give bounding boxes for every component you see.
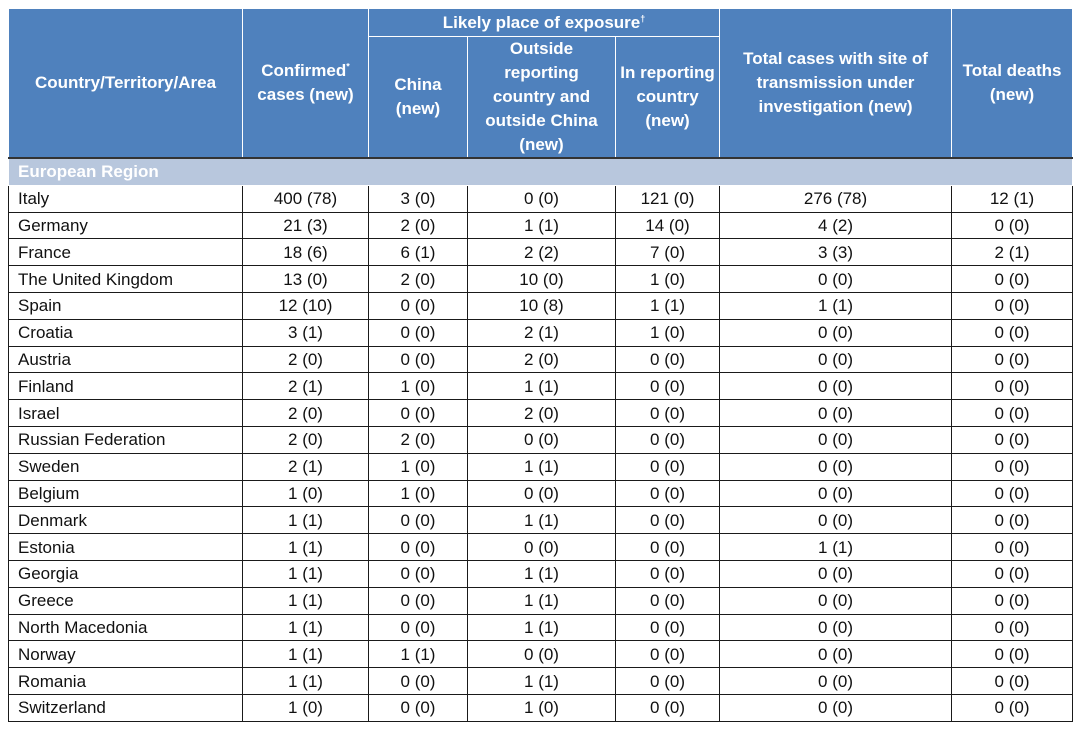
deaths-cell: 0 (0) — [952, 614, 1073, 641]
china-cell: 2 (0) — [369, 212, 468, 239]
header-confirmed — [243, 9, 369, 159]
header-confirmed-sub: cases (new) — [257, 85, 354, 104]
confirmed-cell: 1 (1) — [243, 507, 369, 534]
confirmed-cell: 2 (0) — [243, 346, 369, 373]
confirmed-cell: 1 (1) — [243, 668, 369, 695]
in-country-cell: 7 (0) — [616, 239, 720, 266]
confirmed-cell: 1 (1) — [243, 560, 369, 587]
china-cell: 1 (0) — [369, 480, 468, 507]
china-cell: 0 (0) — [369, 346, 468, 373]
confirmed-cell: 2 (1) — [243, 453, 369, 480]
table-row — [9, 534, 1073, 561]
confirmed-cell: 3 (1) — [243, 319, 369, 346]
outside-cell: 0 (0) — [468, 641, 616, 668]
china-cell: 2 (0) — [369, 426, 468, 453]
investigation-cell: 0 (0) — [720, 694, 952, 721]
confirmed-cell: 1 (0) — [243, 480, 369, 507]
table-header — [9, 9, 1073, 159]
header-in-country: In reporting country (new) — [616, 37, 720, 159]
table-row — [9, 266, 1073, 293]
table-row — [9, 400, 1073, 427]
in-country-cell: 0 (0) — [616, 480, 720, 507]
confirmed-cell: 13 (0) — [243, 266, 369, 293]
country-cell: Israel — [9, 400, 243, 427]
deaths-cell: 0 (0) — [952, 373, 1073, 400]
outside-cell: 1 (1) — [468, 587, 616, 614]
investigation-cell: 0 (0) — [720, 614, 952, 641]
outside-cell: 1 (1) — [468, 668, 616, 695]
region-label: European Region — [9, 158, 1073, 185]
china-cell: 0 (0) — [369, 587, 468, 614]
outside-cell: 10 (8) — [468, 292, 616, 319]
country-cell: Sweden — [9, 453, 243, 480]
china-cell: 1 (0) — [369, 373, 468, 400]
outside-cell: 1 (1) — [468, 560, 616, 587]
investigation-cell: 3 (3) — [720, 239, 952, 266]
china-cell: 0 (0) — [369, 400, 468, 427]
confirmed-cell: 1 (1) — [243, 534, 369, 561]
header-under-investigation: Total cases with site of transmission under investigation (new) — [720, 9, 952, 159]
outside-cell: 1 (1) — [468, 373, 616, 400]
table-row — [9, 426, 1073, 453]
confirmed-cell: 1 (0) — [243, 694, 369, 721]
confirmed-cell: 12 (10) — [243, 292, 369, 319]
region-row — [9, 158, 1073, 185]
country-cell: Croatia — [9, 319, 243, 346]
country-cell: France — [9, 239, 243, 266]
investigation-cell: 1 (1) — [720, 534, 952, 561]
confirmed-cell: 2 (1) — [243, 373, 369, 400]
china-cell: 0 (0) — [369, 560, 468, 587]
deaths-cell: 0 (0) — [952, 400, 1073, 427]
confirmed-cell: 1 (1) — [243, 641, 369, 668]
deaths-cell: 0 (0) — [952, 560, 1073, 587]
outside-cell: 1 (1) — [468, 453, 616, 480]
in-country-cell: 0 (0) — [616, 614, 720, 641]
deaths-cell: 0 (0) — [952, 668, 1073, 695]
outside-cell: 1 (1) — [468, 212, 616, 239]
country-cell: Germany — [9, 212, 243, 239]
in-country-cell: 1 (1) — [616, 292, 720, 319]
investigation-cell: 0 (0) — [720, 400, 952, 427]
outside-cell: 10 (0) — [468, 266, 616, 293]
table-row — [9, 614, 1073, 641]
confirmed-cell: 1 (1) — [243, 614, 369, 641]
in-country-cell: 0 (0) — [616, 507, 720, 534]
deaths-cell: 0 (0) — [952, 266, 1073, 293]
deaths-cell: 0 (0) — [952, 319, 1073, 346]
in-country-cell: 0 (0) — [616, 694, 720, 721]
header-confirmed-footnote: * — [346, 61, 350, 72]
deaths-cell: 0 (0) — [952, 292, 1073, 319]
in-country-cell: 1 (0) — [616, 319, 720, 346]
table-row — [9, 641, 1073, 668]
table-container — [8, 8, 1073, 722]
table-row — [9, 346, 1073, 373]
investigation-cell: 0 (0) — [720, 426, 952, 453]
investigation-cell: 0 (0) — [720, 346, 952, 373]
in-country-cell: 0 (0) — [616, 641, 720, 668]
deaths-cell: 0 (0) — [952, 480, 1073, 507]
deaths-cell: 0 (0) — [952, 534, 1073, 561]
outside-cell: 1 (1) — [468, 507, 616, 534]
outside-cell: 1 (1) — [468, 614, 616, 641]
investigation-cell: 0 (0) — [720, 587, 952, 614]
confirmed-cell: 1 (1) — [243, 587, 369, 614]
country-cell: Greece — [9, 587, 243, 614]
investigation-cell: 0 (0) — [720, 668, 952, 695]
header-confirmed-label: Confirmed — [261, 61, 347, 80]
china-cell: 0 (0) — [369, 694, 468, 721]
header-country: Country/Territory/Area — [9, 9, 243, 159]
outside-cell: 2 (0) — [468, 346, 616, 373]
china-cell: 1 (1) — [369, 641, 468, 668]
deaths-cell: 2 (1) — [952, 239, 1073, 266]
country-cell: Switzerland — [9, 694, 243, 721]
confirmed-cell: 21 (3) — [243, 212, 369, 239]
in-country-cell: 0 (0) — [616, 400, 720, 427]
deaths-cell: 0 (0) — [952, 453, 1073, 480]
deaths-cell: 0 (0) — [952, 694, 1073, 721]
country-cell: Belgium — [9, 480, 243, 507]
header-exposure-footnote: † — [640, 12, 646, 23]
table-body — [9, 158, 1073, 721]
cases-table — [8, 8, 1073, 722]
table-row — [9, 185, 1073, 212]
investigation-cell: 0 (0) — [720, 373, 952, 400]
country-cell: Russian Federation — [9, 426, 243, 453]
outside-cell: 0 (0) — [468, 480, 616, 507]
investigation-cell: 4 (2) — [720, 212, 952, 239]
table-row — [9, 694, 1073, 721]
investigation-cell: 0 (0) — [720, 507, 952, 534]
deaths-cell: 0 (0) — [952, 507, 1073, 534]
outside-cell: 1 (0) — [468, 694, 616, 721]
header-exposure-group — [369, 9, 720, 37]
in-country-cell: 0 (0) — [616, 453, 720, 480]
outside-cell: 0 (0) — [468, 426, 616, 453]
investigation-cell: 0 (0) — [720, 641, 952, 668]
investigation-cell: 0 (0) — [720, 480, 952, 507]
deaths-cell: 0 (0) — [952, 212, 1073, 239]
china-cell: 1 (0) — [369, 453, 468, 480]
in-country-cell: 0 (0) — [616, 426, 720, 453]
confirmed-cell: 400 (78) — [243, 185, 369, 212]
in-country-cell: 0 (0) — [616, 668, 720, 695]
table-row — [9, 319, 1073, 346]
in-country-cell: 14 (0) — [616, 212, 720, 239]
country-cell: The United Kingdom — [9, 266, 243, 293]
table-row — [9, 507, 1073, 534]
country-cell: Georgia — [9, 560, 243, 587]
table-row — [9, 292, 1073, 319]
country-cell: Italy — [9, 185, 243, 212]
outside-cell: 2 (1) — [468, 319, 616, 346]
confirmed-cell: 18 (6) — [243, 239, 369, 266]
china-cell: 0 (0) — [369, 292, 468, 319]
outside-cell: 2 (0) — [468, 400, 616, 427]
investigation-cell: 1 (1) — [720, 292, 952, 319]
deaths-cell: 0 (0) — [952, 587, 1073, 614]
confirmed-cell: 2 (0) — [243, 400, 369, 427]
china-cell: 0 (0) — [369, 507, 468, 534]
in-country-cell: 1 (0) — [616, 266, 720, 293]
table-row — [9, 480, 1073, 507]
table-row — [9, 239, 1073, 266]
country-cell: Finland — [9, 373, 243, 400]
table-row — [9, 373, 1073, 400]
table-row — [9, 560, 1073, 587]
country-cell: Estonia — [9, 534, 243, 561]
deaths-cell: 0 (0) — [952, 426, 1073, 453]
in-country-cell: 121 (0) — [616, 185, 720, 212]
table-row — [9, 212, 1073, 239]
country-cell: North Macedonia — [9, 614, 243, 641]
investigation-cell: 0 (0) — [720, 319, 952, 346]
country-cell: Norway — [9, 641, 243, 668]
china-cell: 0 (0) — [369, 668, 468, 695]
confirmed-cell: 2 (0) — [243, 426, 369, 453]
china-cell: 2 (0) — [369, 266, 468, 293]
china-cell: 6 (1) — [369, 239, 468, 266]
header-deaths: Total deaths (new) — [952, 9, 1073, 159]
deaths-cell: 12 (1) — [952, 185, 1073, 212]
in-country-cell: 0 (0) — [616, 346, 720, 373]
header-exposure-label: Likely place of exposure — [442, 12, 641, 32]
table-row — [9, 587, 1073, 614]
header-outside: Outside reporting country and outside China (new) — [468, 37, 616, 159]
investigation-cell: 276 (78) — [720, 185, 952, 212]
investigation-cell: 0 (0) — [720, 560, 952, 587]
country-cell: Spain — [9, 292, 243, 319]
investigation-cell: 0 (0) — [720, 266, 952, 293]
outside-cell: 0 (0) — [468, 534, 616, 561]
china-cell: 0 (0) — [369, 534, 468, 561]
country-cell: Denmark — [9, 507, 243, 534]
outside-cell: 0 (0) — [468, 185, 616, 212]
country-cell: Romania — [9, 668, 243, 695]
in-country-cell: 0 (0) — [616, 560, 720, 587]
in-country-cell: 0 (0) — [616, 373, 720, 400]
investigation-cell: 0 (0) — [720, 453, 952, 480]
table-row — [9, 668, 1073, 695]
in-country-cell: 0 (0) — [616, 534, 720, 561]
in-country-cell: 0 (0) — [616, 587, 720, 614]
header-china: China (new) — [369, 37, 468, 159]
china-cell: 3 (0) — [369, 185, 468, 212]
deaths-cell: 0 (0) — [952, 346, 1073, 373]
country-cell: Austria — [9, 346, 243, 373]
outside-cell: 2 (2) — [468, 239, 616, 266]
table-row — [9, 453, 1073, 480]
china-cell: 0 (0) — [369, 319, 468, 346]
deaths-cell: 0 (0) — [952, 641, 1073, 668]
china-cell: 0 (0) — [369, 614, 468, 641]
